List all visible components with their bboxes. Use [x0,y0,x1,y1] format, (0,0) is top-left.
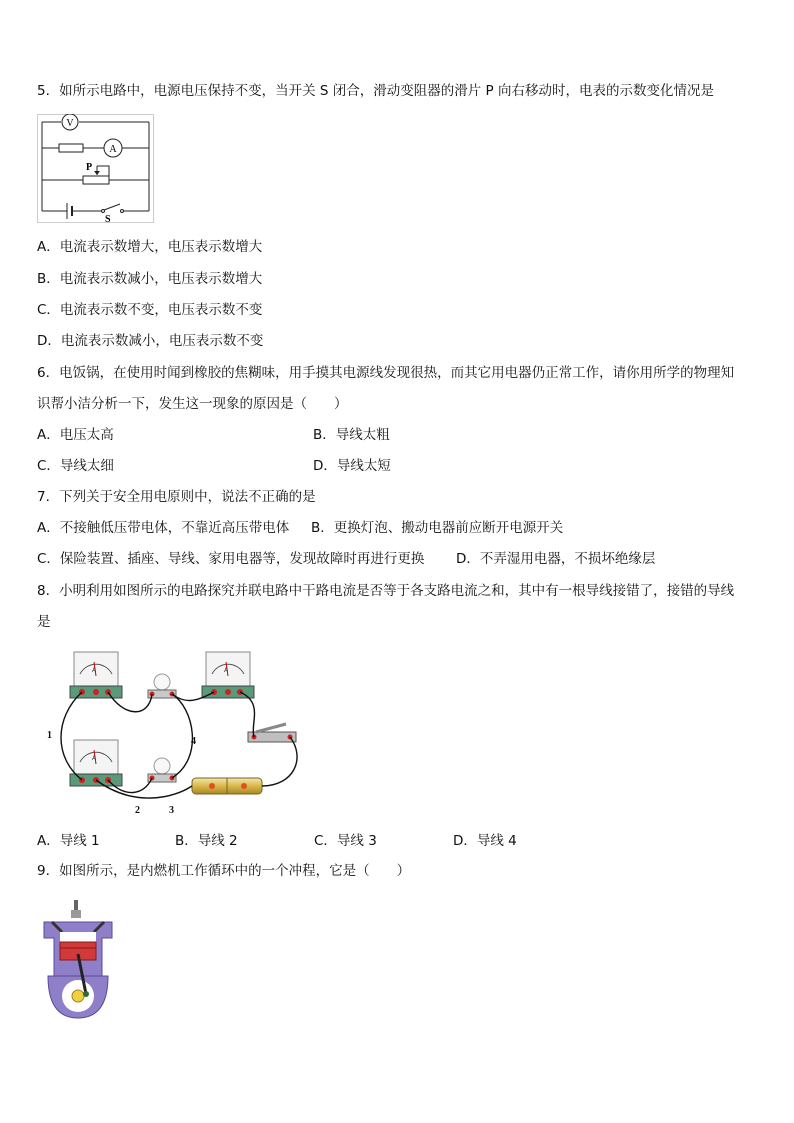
svg-text:A: A [92,755,97,762]
q6-option-c: C．导线太细 [37,458,114,474]
q8-stem-line2: 是 [37,614,51,630]
q8-stem-line1: 8．小明利用如图所示的电路探究并联电路中干路电流是否等于各支路电流之和，其中有一根导线接错了，接错的导线 [37,583,735,599]
ammeter-top-right [202,652,254,698]
q6-option-a: A．电压太高 [37,427,114,443]
q5-option-b: B．电流表示数减小，电压表示数增大 [37,271,263,287]
svg-text:A: A [224,667,229,674]
q9-engine-stroke-diagram [38,898,118,1020]
ammeter-label: A [109,144,117,155]
wire-label-2: 2 [135,805,140,816]
q7-option-b: B．更换灯泡、搬动电器前应断开电源开关 [311,520,564,536]
q8-option-b: B．导线 2 [175,833,238,849]
q8-option-c: C．导线 3 [314,833,377,849]
knife-switch [248,724,296,742]
q6-stem-line1: 6．电饭锅，在使用时闻到橡胶的焦糊味，用手摸其电源线发现很热，而其它用电器仍正常工作，请你用所学的物理知 [37,365,735,381]
voltmeter-symbol [62,114,78,130]
q5-stem: 5．如所示电路中，电源电压保持不变，当开关 S 闭合，滑动变阻器的滑片 P 向右移动时，电表的示数变化情况是 [37,83,714,99]
svg-text:A: A [92,667,97,674]
q6-option-b: B．导线太粗 [313,427,390,443]
q8-option-d: D．导线 4 [453,833,517,849]
q9-stem: 9．如图所示，是内燃机工作循环中的一个冲程，它是（ ） [37,863,411,879]
q5-option-a: A．电流表示数增大，电压表示数增大 [37,239,263,255]
slider-label: P [86,162,93,173]
ammeter-top-left [70,652,122,698]
ammeter-symbol [104,139,122,157]
switch-label: S [105,214,111,224]
q5-option-c: C．电流表示数不变，电压表示数不变 [37,302,263,318]
q8-circuit-photo [44,648,304,820]
q7-option-c: C．保险装置、插座、导线、家用电器等，发现故障时再进行更换 [37,551,425,567]
wire-label-4: 4 [191,736,196,747]
q7-option-d: D．不弄湿用电器，不损坏绝缘层 [456,551,656,567]
wire-label-3: 3 [169,805,174,816]
wire-label-1: 1 [47,730,52,741]
voltmeter-label: V [66,118,74,129]
q7-option-a: A．不接触低压带电体，不靠近高压带电体 [37,520,290,536]
ammeter-bottom-left [70,740,122,786]
battery-pack [192,778,262,794]
q8-option-a: A．导线 1 [37,833,100,849]
q7-stem: 7．下列关于安全用电原则中，说法不正确的是 [37,489,316,505]
q6-option-d: D．导线太短 [313,458,391,474]
q5-option-d: D．电流表示数减小，电压表示数不变 [37,333,264,349]
q5-circuit-diagram [37,114,155,224]
q6-stem-line2: 识帮小洁分析一下，发生这一现象的原因是（ ） [37,396,348,412]
